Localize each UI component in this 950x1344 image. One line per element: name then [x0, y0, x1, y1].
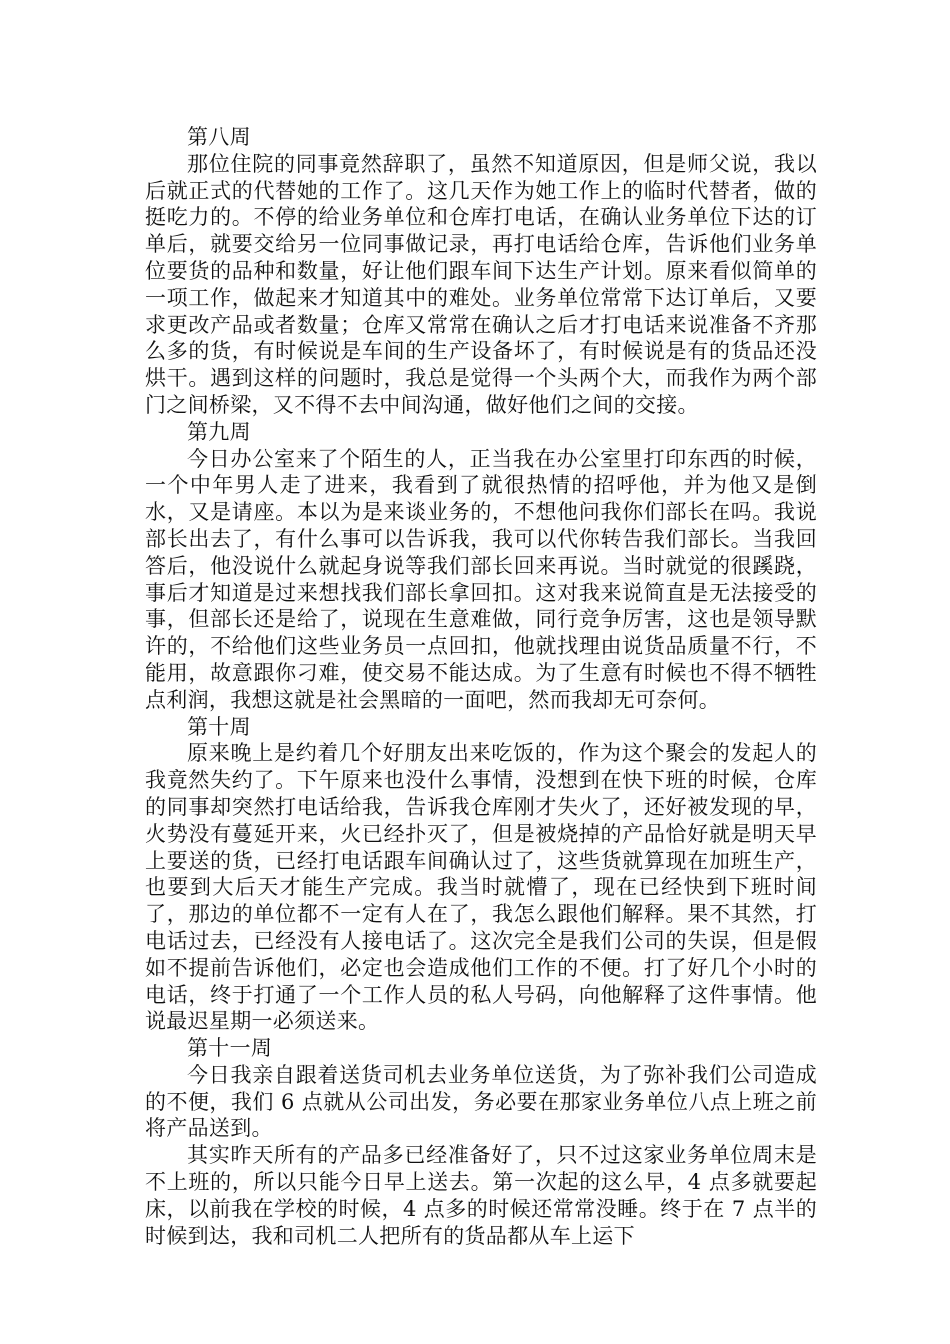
paragraph: 今日我亲自跟着送货司机去业务单位送货，为了弥补我们公司造成的不便，我们 6 点就从公司出发，务必要在那家业务单位八点上班之前将产品送到。 [145, 1062, 817, 1141]
paragraph: 其实昨天所有的产品多已经准备好了，只不过这家业务单位周末是不上班的，所以只能今日早上送去。第一次起的这么早，4 点多就要起床，以前我在学校的时候，4 点多的时候还常常没睡。终于在 7 点半的时候到达，我和司机二人把所有的货品都从车上运下 [145, 1143, 817, 1248]
section-heading: 第十一周 [187, 1036, 273, 1061]
section-week-10 [145, 714, 817, 1036]
section-week-9 [145, 419, 817, 714]
section-heading: 第九周 [187, 419, 251, 444]
paragraph: 今日办公室来了个陌生的人，正当我在办公室里打印东西的时候，一个中年男人走了进来，我看到了就很热情的招呼他，并为他又是倒水，又是请座。本以为是来谈业务的，不想他问我你们部长在吗。我说部长出去了，有什么事可以告诉我，我可以代你转告我们部长。当我回答后，他没说什么就起身说等我们部长回来再说。当时就觉的很蹊跷，事后才知道是过来想找我们部长拿回扣。这对我来说简直是无法接受的事，但部长还是给了，说现在生意难做，同行竞争厉害，这也是领导默许的，不给他们这些业务员一点回扣，他就找理由说货品质量不行，不能用，故意跟你刁难，使交易不能达成。为了生意有时候也不得不牺牲点利润，我想这就是社会黑暗的一面吧，然而我却无可奈何。 [145, 446, 817, 712]
paragraph: 原来晚上是约着几个好朋友出来吃饭的，作为这个聚会的发起人的我竟然失约了。下午原来也没什么事情，没想到在快下班的时候，仓库的同事却突然打电话给我，告诉我仓库刚才失火了，还好被发现的早，火势没有蔓延开来，火已经扑灭了，但是被烧掉的产品恰好就是明天早上要送的货，已经打电话跟车间确认过了，这些货就算现在加班生产，也要到大后天才能生产完成。我当时就懵了，现在已经快到下班时间了，那边的单位都不一定有人在了，我怎么跟他们解释。果不其然，打电话过去，已经没有人接电话了。这次完全是我们公司的失误，但是假如不提前告诉他们，必定也会造成他们工作的不便。打了好几个小时的电话，终于打通了一个工作人员的私人号码，向他解释了这件事情。他说最迟星期一必须送来。 [145, 741, 817, 1034]
section-heading: 第八周 [187, 125, 251, 149]
section-heading: 第十周 [187, 714, 251, 739]
paragraph: 那位住院的同事竟然辞职了，虽然不知道原因，但是师父说，我以后就正式的代替她的工作了。这几天作为她工作上的临时代替者，做的挺吃力的。不停的给业务单位和仓库打电话，在确认业务单位下达的订单后，就要交给另一位同事做记录，再打电话给仓库，告诉他们业务单位要货的品种和数量，好让他们跟车间下达生产计划。原来看似简单的一项工作，做起来才知道其中的难处。业务单位常常下达订单后，又要求更改产品或者数量；仓库又常常在确认之后才打电话来说准备不齐那么多的货，有时候说是车间的生产设备坏了，有时候说是有的货品还没烘干。遇到这样的问题时，我总是觉得一个头两个大，而我作为两个部门之间桥梁，又不得不去中间沟通，做好他们之间的交接。 [145, 151, 817, 417]
section-week-8 [145, 124, 817, 419]
document-page [145, 124, 817, 1249]
section-week-11 [145, 1035, 817, 1249]
